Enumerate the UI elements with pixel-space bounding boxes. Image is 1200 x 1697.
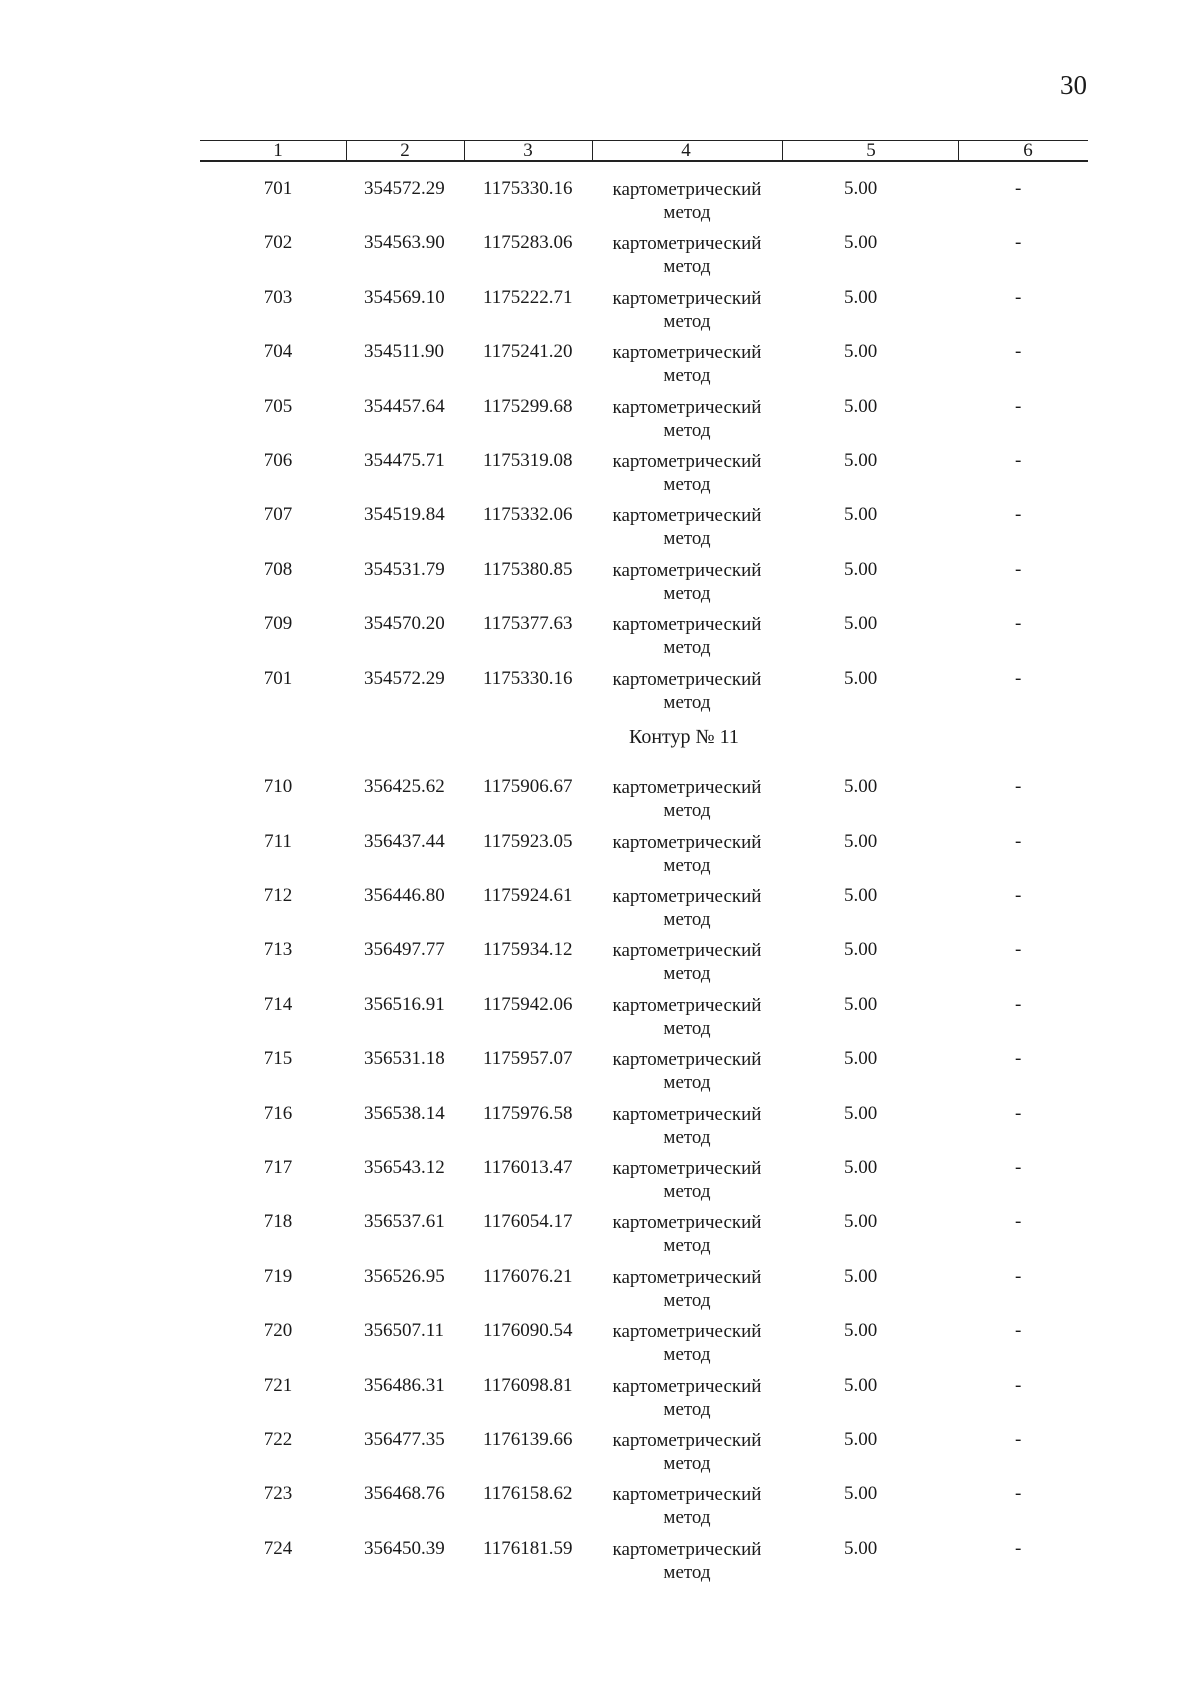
accuracy: 5.00 bbox=[844, 1483, 878, 1505]
accuracy: 5.00 bbox=[844, 993, 878, 1015]
method bbox=[607, 994, 767, 1040]
note: - bbox=[1015, 1428, 1022, 1450]
method-line-2: метод bbox=[663, 909, 711, 931]
coord-y: 1175222.71 bbox=[483, 286, 573, 308]
accuracy: 5.00 bbox=[844, 776, 878, 798]
method-line-1: картометрический bbox=[612, 831, 762, 853]
method-line-1: картометрический bbox=[612, 1103, 762, 1125]
point-number: 717 bbox=[263, 1157, 293, 1179]
point-number: 701 bbox=[263, 667, 293, 689]
accuracy: 5.00 bbox=[844, 1537, 878, 1559]
accuracy: 5.00 bbox=[844, 1265, 878, 1287]
point-number: 711 bbox=[264, 830, 292, 852]
method-line-2: метод bbox=[663, 1072, 711, 1094]
note: - bbox=[1015, 558, 1022, 580]
method-line-2: метод bbox=[663, 528, 711, 550]
method-line-2: метод bbox=[663, 1398, 711, 1420]
row-group-contour-11 bbox=[0, 776, 1200, 1592]
coord-x: 356526.95 bbox=[364, 1265, 445, 1287]
table-row bbox=[0, 232, 1200, 286]
accuracy: 5.00 bbox=[844, 286, 878, 308]
table-row bbox=[0, 939, 1200, 993]
column-header-1: 1 bbox=[273, 140, 283, 161]
method bbox=[607, 450, 767, 496]
method bbox=[607, 1375, 767, 1421]
accuracy: 5.00 bbox=[844, 558, 878, 580]
coord-x: 356450.39 bbox=[364, 1537, 445, 1559]
method-line-1: картометрический bbox=[612, 559, 762, 581]
note: - bbox=[1015, 1102, 1022, 1124]
column-header-4: 4 bbox=[681, 140, 691, 161]
coord-y: 1175924.61 bbox=[483, 885, 573, 907]
method-line-2: метод bbox=[663, 202, 711, 223]
method bbox=[607, 341, 767, 387]
note: - bbox=[1015, 939, 1022, 961]
method-line-1: картометрический bbox=[612, 1429, 762, 1451]
coord-x: 356538.14 bbox=[364, 1102, 445, 1124]
point-number: 715 bbox=[263, 1048, 293, 1070]
accuracy: 5.00 bbox=[844, 449, 878, 471]
accuracy: 5.00 bbox=[844, 1157, 878, 1179]
method bbox=[607, 1103, 767, 1149]
method-line-2: метод bbox=[663, 691, 711, 713]
method-line-1: картометрический bbox=[612, 287, 762, 309]
method bbox=[607, 504, 767, 550]
method bbox=[607, 1429, 767, 1475]
coord-y: 1175283.06 bbox=[483, 232, 573, 254]
accuracy: 5.00 bbox=[844, 1048, 878, 1070]
coord-y: 1175976.58 bbox=[483, 1102, 573, 1124]
note: - bbox=[1015, 613, 1022, 635]
method-line-1: картометрический bbox=[612, 179, 762, 200]
table-row bbox=[0, 1211, 1200, 1265]
coord-x: 356437.44 bbox=[364, 830, 445, 852]
method-line-1: картометрический bbox=[612, 342, 762, 364]
method-line-2: метод bbox=[663, 419, 711, 441]
method bbox=[607, 287, 767, 333]
point-number: 724 bbox=[263, 1537, 293, 1559]
method-line-2: метод bbox=[663, 1561, 711, 1583]
header-bottom-rule bbox=[200, 160, 1088, 162]
method-line-1: картометрический bbox=[612, 1538, 762, 1560]
table-row bbox=[0, 1538, 1200, 1592]
coord-x: 354572.29 bbox=[364, 667, 445, 689]
point-number: 703 bbox=[263, 286, 293, 308]
method-line-2: метод bbox=[663, 1344, 711, 1366]
coord-y: 1176139.66 bbox=[483, 1428, 573, 1450]
coord-x: 354511.90 bbox=[364, 341, 445, 363]
point-number: 707 bbox=[263, 504, 293, 526]
column-divider bbox=[464, 140, 465, 160]
coord-x: 356537.61 bbox=[364, 1211, 445, 1233]
coord-y: 1175299.68 bbox=[483, 395, 573, 417]
table-row bbox=[0, 613, 1200, 667]
table-header bbox=[200, 136, 1088, 162]
note: - bbox=[1015, 885, 1022, 907]
note: - bbox=[1015, 1211, 1022, 1233]
point-number: 702 bbox=[263, 232, 293, 254]
method-line-1: картометрический bbox=[612, 1321, 762, 1343]
table-row bbox=[0, 1103, 1200, 1157]
method bbox=[607, 885, 767, 931]
table-row bbox=[0, 776, 1200, 830]
method-line-2: метод bbox=[663, 1181, 711, 1203]
coord-x: 354569.10 bbox=[364, 286, 445, 308]
table-row bbox=[0, 1375, 1200, 1429]
note: - bbox=[1015, 395, 1022, 417]
note: - bbox=[1015, 667, 1022, 689]
method-line-2: метод bbox=[663, 256, 711, 278]
coord-x: 354475.71 bbox=[364, 449, 445, 471]
note: - bbox=[1015, 1320, 1022, 1342]
page-number: 30 bbox=[1060, 70, 1087, 100]
coord-y: 1175332.06 bbox=[483, 504, 573, 526]
accuracy: 5.00 bbox=[844, 939, 878, 961]
coord-x: 354531.79 bbox=[364, 558, 445, 580]
method bbox=[607, 1266, 767, 1312]
method-line-2: метод bbox=[663, 582, 711, 604]
table-row bbox=[0, 287, 1200, 341]
point-number: 720 bbox=[263, 1320, 293, 1342]
header-top-rule bbox=[200, 140, 1088, 141]
coordinates-table-body bbox=[0, 178, 1200, 1592]
table-row bbox=[0, 1429, 1200, 1483]
coord-y: 1176076.21 bbox=[483, 1265, 573, 1287]
point-number: 723 bbox=[263, 1483, 293, 1505]
accuracy: 5.00 bbox=[844, 232, 878, 254]
coord-y: 1176158.62 bbox=[483, 1483, 573, 1505]
method bbox=[607, 668, 767, 714]
method-line-1: картометрический bbox=[612, 668, 762, 690]
point-number: 722 bbox=[263, 1428, 293, 1450]
method bbox=[607, 939, 767, 985]
coord-x: 354457.64 bbox=[364, 395, 445, 417]
table-row bbox=[0, 341, 1200, 395]
table-row bbox=[0, 559, 1200, 613]
method-line-1: картометрический bbox=[612, 940, 762, 962]
method-line-2: метод bbox=[663, 1235, 711, 1257]
method-line-2: метод bbox=[663, 800, 711, 822]
method-line-1: картометрический bbox=[612, 777, 762, 799]
method-line-1: картометрический bbox=[612, 614, 762, 636]
note: - bbox=[1015, 1157, 1022, 1179]
method-line-1: картометрический bbox=[612, 1484, 762, 1506]
method bbox=[607, 559, 767, 605]
note: - bbox=[1015, 504, 1022, 526]
method bbox=[607, 831, 767, 877]
coord-x: 356477.35 bbox=[364, 1428, 445, 1450]
accuracy: 5.00 bbox=[844, 1428, 878, 1450]
column-divider bbox=[958, 140, 959, 160]
method bbox=[607, 1211, 767, 1257]
coord-y: 1175957.07 bbox=[483, 1048, 573, 1070]
accuracy: 5.00 bbox=[844, 830, 878, 852]
coord-x: 356531.18 bbox=[364, 1048, 445, 1070]
method-line-1: картометрический bbox=[612, 233, 762, 255]
point-number: 710 bbox=[263, 776, 293, 798]
method bbox=[607, 613, 767, 659]
accuracy: 5.00 bbox=[844, 1211, 878, 1233]
coord-y: 1176098.81 bbox=[483, 1374, 573, 1396]
note: - bbox=[1015, 830, 1022, 852]
point-number: 719 bbox=[263, 1265, 293, 1287]
note: - bbox=[1015, 178, 1022, 199]
table-row bbox=[0, 396, 1200, 450]
table-row bbox=[0, 885, 1200, 939]
method-line-1: картометрический bbox=[612, 505, 762, 527]
coord-y: 1175377.63 bbox=[483, 613, 573, 635]
table-row bbox=[0, 504, 1200, 558]
method-line-2: метод bbox=[663, 310, 711, 332]
note: - bbox=[1015, 341, 1022, 363]
coord-x: 354570.20 bbox=[364, 613, 445, 635]
note: - bbox=[1015, 776, 1022, 798]
method-line-2: метод bbox=[663, 854, 711, 876]
column-header-3: 3 bbox=[523, 140, 533, 161]
coord-y: 1175934.12 bbox=[483, 939, 573, 961]
method bbox=[607, 776, 767, 822]
accuracy: 5.00 bbox=[844, 1102, 878, 1124]
table-row bbox=[0, 1157, 1200, 1211]
point-number: 709 bbox=[263, 613, 293, 635]
method-line-1: картометрический bbox=[612, 1049, 762, 1071]
coord-y: 1176181.59 bbox=[483, 1537, 573, 1559]
accuracy: 5.00 bbox=[844, 1374, 878, 1396]
accuracy: 5.00 bbox=[844, 504, 878, 526]
table-row bbox=[0, 1266, 1200, 1320]
point-number: 718 bbox=[263, 1211, 293, 1233]
point-number: 701 bbox=[263, 178, 293, 199]
method-line-1: картометрический bbox=[612, 1212, 762, 1234]
table-row bbox=[0, 668, 1200, 722]
method-line-2: метод bbox=[663, 1289, 711, 1311]
coord-x: 354572.29 bbox=[364, 178, 445, 199]
accuracy: 5.00 bbox=[844, 613, 878, 635]
column-header-6: 6 bbox=[1023, 140, 1033, 161]
table-row bbox=[0, 1048, 1200, 1102]
point-number: 716 bbox=[263, 1102, 293, 1124]
method bbox=[607, 232, 767, 278]
note: - bbox=[1015, 1048, 1022, 1070]
point-number: 705 bbox=[263, 395, 293, 417]
coord-x: 354519.84 bbox=[364, 504, 445, 526]
coord-x: 356446.80 bbox=[364, 885, 445, 907]
method-line-1: картометрический bbox=[612, 396, 762, 418]
note: - bbox=[1015, 1537, 1022, 1559]
method-line-2: метод bbox=[663, 473, 711, 495]
accuracy: 5.00 bbox=[844, 667, 878, 689]
accuracy: 5.00 bbox=[844, 885, 878, 907]
method bbox=[607, 1048, 767, 1094]
method bbox=[607, 1483, 767, 1529]
column-divider bbox=[592, 140, 593, 160]
coord-x: 356516.91 bbox=[364, 993, 445, 1015]
method-line-1: картометрический bbox=[612, 1266, 762, 1288]
table-row bbox=[0, 831, 1200, 885]
coord-y: 1175380.85 bbox=[483, 558, 573, 580]
coord-y: 1175330.16 bbox=[483, 178, 573, 199]
coord-y: 1176013.47 bbox=[483, 1157, 573, 1179]
row-group-contour-10 bbox=[0, 178, 1200, 722]
column-divider bbox=[346, 140, 347, 160]
note: - bbox=[1015, 1374, 1022, 1396]
note: - bbox=[1015, 232, 1022, 254]
coord-y: 1176090.54 bbox=[483, 1320, 573, 1342]
note: - bbox=[1015, 1483, 1022, 1505]
coord-x: 354563.90 bbox=[364, 232, 445, 254]
point-number: 712 bbox=[263, 885, 293, 907]
note: - bbox=[1015, 993, 1022, 1015]
note: - bbox=[1015, 286, 1022, 308]
coord-x: 356425.62 bbox=[364, 776, 445, 798]
method-line-2: метод bbox=[663, 1126, 711, 1148]
method-line-2: метод bbox=[663, 637, 711, 659]
method-line-1: картометрический bbox=[612, 886, 762, 908]
coord-x: 356486.31 bbox=[364, 1374, 445, 1396]
table-row bbox=[0, 450, 1200, 504]
contour-heading bbox=[0, 722, 1200, 776]
method bbox=[607, 1538, 767, 1584]
table-row bbox=[0, 1320, 1200, 1374]
accuracy: 5.00 bbox=[844, 341, 878, 363]
table-row bbox=[0, 1483, 1200, 1537]
point-number: 706 bbox=[263, 449, 293, 471]
column-header-2: 2 bbox=[400, 140, 410, 161]
table-row bbox=[0, 178, 1200, 232]
method-line-2: метод bbox=[663, 963, 711, 985]
point-number: 714 bbox=[263, 993, 293, 1015]
coord-y: 1175906.67 bbox=[483, 776, 573, 798]
point-number: 713 bbox=[263, 939, 293, 961]
accuracy: 5.00 bbox=[844, 1320, 878, 1342]
accuracy: 5.00 bbox=[844, 178, 878, 199]
method-line-2: метод bbox=[663, 365, 711, 387]
method bbox=[607, 1157, 767, 1203]
coord-x: 356468.76 bbox=[364, 1483, 445, 1505]
coord-y: 1176054.17 bbox=[483, 1211, 573, 1233]
method bbox=[607, 396, 767, 442]
coord-y: 1175241.20 bbox=[483, 341, 573, 363]
note: - bbox=[1015, 1265, 1022, 1287]
contour-title: Контур № 11 bbox=[629, 725, 739, 748]
method-line-1: картометрический bbox=[612, 1158, 762, 1180]
point-number: 721 bbox=[263, 1374, 293, 1396]
coord-x: 356507.11 bbox=[364, 1320, 445, 1342]
method-line-1: картометрический bbox=[612, 450, 762, 472]
coord-x: 356497.77 bbox=[364, 939, 445, 961]
method-line-2: метод bbox=[663, 1017, 711, 1039]
column-divider bbox=[782, 140, 783, 160]
point-number: 708 bbox=[263, 558, 293, 580]
coord-y: 1175330.16 bbox=[483, 667, 573, 689]
method-line-1: картометрический bbox=[612, 994, 762, 1016]
table-row bbox=[0, 994, 1200, 1048]
coord-x: 356543.12 bbox=[364, 1157, 445, 1179]
method bbox=[607, 178, 767, 224]
coord-y: 1175923.05 bbox=[483, 830, 573, 852]
point-number: 704 bbox=[263, 341, 293, 363]
method-line-2: метод bbox=[663, 1452, 711, 1474]
note: - bbox=[1015, 449, 1022, 471]
method-line-1: картометрический bbox=[612, 1375, 762, 1397]
column-header-5: 5 bbox=[866, 140, 876, 161]
accuracy: 5.00 bbox=[844, 395, 878, 417]
coord-y: 1175319.08 bbox=[483, 449, 573, 471]
method bbox=[607, 1320, 767, 1366]
method-line-2: метод bbox=[663, 1507, 711, 1529]
coord-y: 1175942.06 bbox=[483, 993, 573, 1015]
